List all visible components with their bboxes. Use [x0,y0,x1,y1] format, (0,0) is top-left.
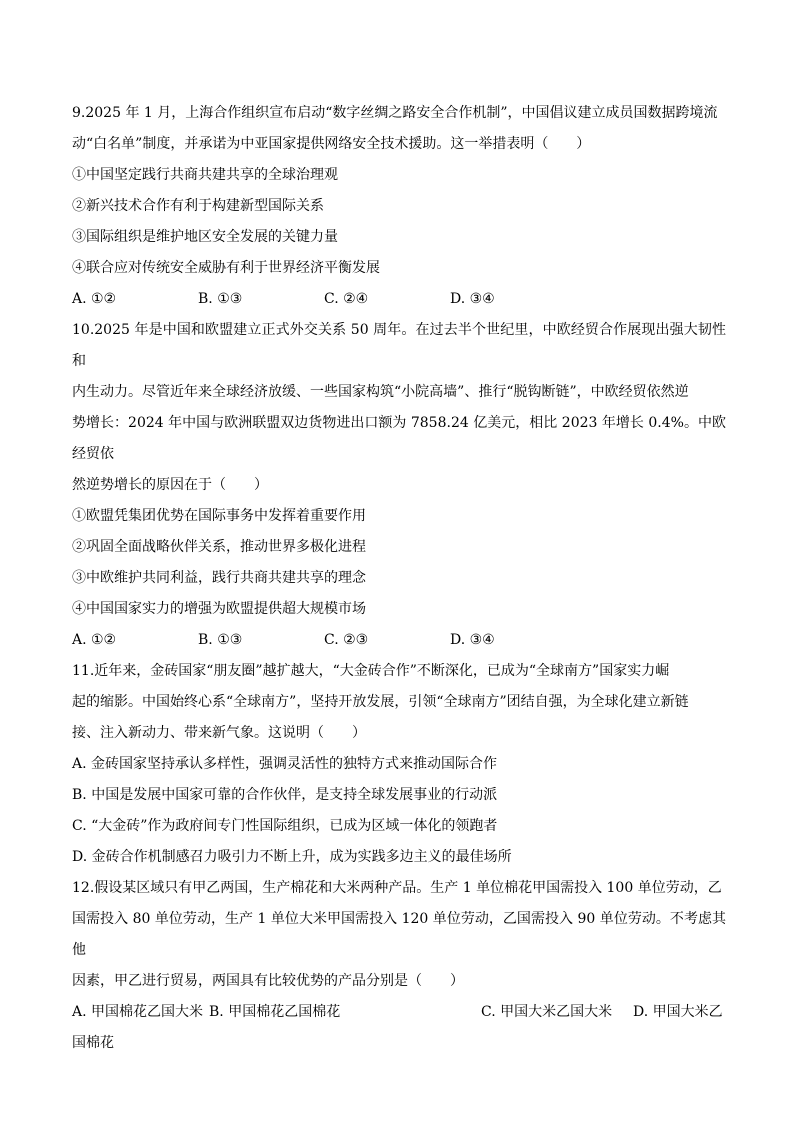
question-9-statement-3: ③国际组织是维护地区安全发展的关键力量 [72,229,338,245]
question-9-statement-2: ②新兴技术合作有利于构建新型国际关系 [72,198,324,214]
question-10-number: 10. [72,322,95,338]
question-10-statement-4: ④中国国家实力的增强为欧盟提供超大规模市场 [72,601,366,617]
question-11-stem-line-1: 近年来，金砖国家“朋友圈”越扩越大，“大金砖合作”不断深化，已成为“全球南方”国家实力崛 [94,663,670,679]
question-11-stem [72,656,726,749]
question-12-options [72,997,726,1059]
question-12-option-a[interactable]: A. 甲国棉花乙国大米 [72,1004,204,1020]
question-12-stem-line-2: 国需投入 80 单位劳动，生产 1 单位大米甲国需投入 120 单位劳动，乙国需投入 90 单位劳动。不考虑其他 [72,911,726,958]
question-11-option-d[interactable]: D. 金砖合作机制感召力吸引力不断上升，成为实践多边主义的最佳场所 [72,849,512,865]
question-9-stem-line-1: 2025 年 1 月，上海合作组织宣布启动“数字丝绸之路安全合作机制”，中国倡议建立成员国数据跨境流 [85,105,718,121]
question-10-stem-line-2: 内生动力。尽管近年来全球经济放缓、一些国家构筑“小院高墙”、推行“脱钩断链”，中欧经贸依然逆 [72,384,689,400]
question-9-options [72,284,726,315]
question-12-stem [72,873,726,997]
question-10-statement-1: ①欧盟凭集团优势在国际事务中发挥着重要作用 [72,508,366,524]
question-10 [72,315,726,656]
question-9-number: 9. [72,105,86,121]
question-10-statement-2: ②巩固全面战略伙伴关系，推动世界多极化进程 [72,539,366,555]
question-12-stem-line-3: 因素，甲乙进行贸易，两国具有比较优势的产品分别是（ ） [72,973,464,989]
question-11 [72,656,726,873]
exam-page [72,98,726,1059]
question-10-option-d[interactable]: D. ③④ [450,632,495,648]
question-10-option-b[interactable]: B. ①③ [198,632,243,648]
question-9-stem [72,98,726,160]
question-9-statement-1: ①中国坚定践行共商共建共享的全球治理观 [72,167,338,183]
question-10-stem [72,315,726,501]
question-10-stem-line-4: 然逆势增长的原因在于（ ） [72,477,268,493]
question-11-stem-line-3: 接、注入新动力、带来新气象。这说明（ ） [72,725,366,741]
question-9-option-c[interactable]: C. ②④ [324,291,369,307]
question-12-stem-line-1: 假设某区域只有甲乙两国，生产棉花和大米两种产品。生产 1 单位棉花甲国需投入 100 单位劳动，乙 [94,880,722,896]
question-9-statement-4: ④联合应对传统安全威胁有利于世界经济平衡发展 [72,260,380,276]
question-11-option-b[interactable]: B. 中国是发展中国家可靠的合作伙伴，是支持全球发展事业的行动派 [72,787,498,803]
question-10-option-c[interactable]: C. ②③ [324,632,369,648]
question-10-options [72,625,726,656]
question-9-option-a[interactable]: A. ①② [72,291,117,307]
question-11-number: 11. [72,663,95,679]
question-10-stem-line-3: 势增长：2024 年中国与欧洲联盟双边货物进出口额为 7858.24 亿美元，相比 2023 年增长 0.4%。中欧经贸依 [72,415,726,462]
question-12-option-c[interactable]: C. 甲国大米乙国大米 [481,1004,613,1020]
question-11-stem-line-2: 起的缩影。中国始终心系“全球南方”，坚持开放发展，引领“全球南方”团结自强，为全球化建立新链 [72,694,689,710]
question-9 [72,98,726,315]
question-11-option-c[interactable]: C. “大金砖”作为政府间专门性国际组织，已成为区域一体化的领跑者 [72,818,498,834]
question-12-option-b[interactable]: B. 甲国棉花乙国棉花 [209,1004,341,1020]
question-10-option-a[interactable]: A. ①② [72,632,117,648]
question-10-stem-line-1: 2025 年是中国和欧盟建立正式外交关系 50 周年。在过去半个世纪里，中欧经贸合作展现出强大韧性和 [72,322,726,369]
question-9-option-d[interactable]: D. ③④ [450,291,495,307]
question-12-number: 12. [72,880,95,896]
question-9-option-b[interactable]: B. ①③ [198,291,243,307]
question-12-option-d-wrap[interactable]: 国棉花 [72,1035,114,1051]
question-11-option-a[interactable]: A. 金砖国家坚持承认多样性，强调灵活性的独特方式来推动国际合作 [72,756,498,772]
question-10-statement-3: ③中欧维护共同利益，践行共商共建共享的理念 [72,570,366,586]
question-12 [72,873,726,1059]
question-9-stem-line-2: 动“白名单”制度，并承诺为中亚国家提供网络安全技术援助。这一举措表明（ ） [72,136,591,152]
question-12-option-d[interactable]: D. 甲国大米乙 [633,1004,723,1020]
